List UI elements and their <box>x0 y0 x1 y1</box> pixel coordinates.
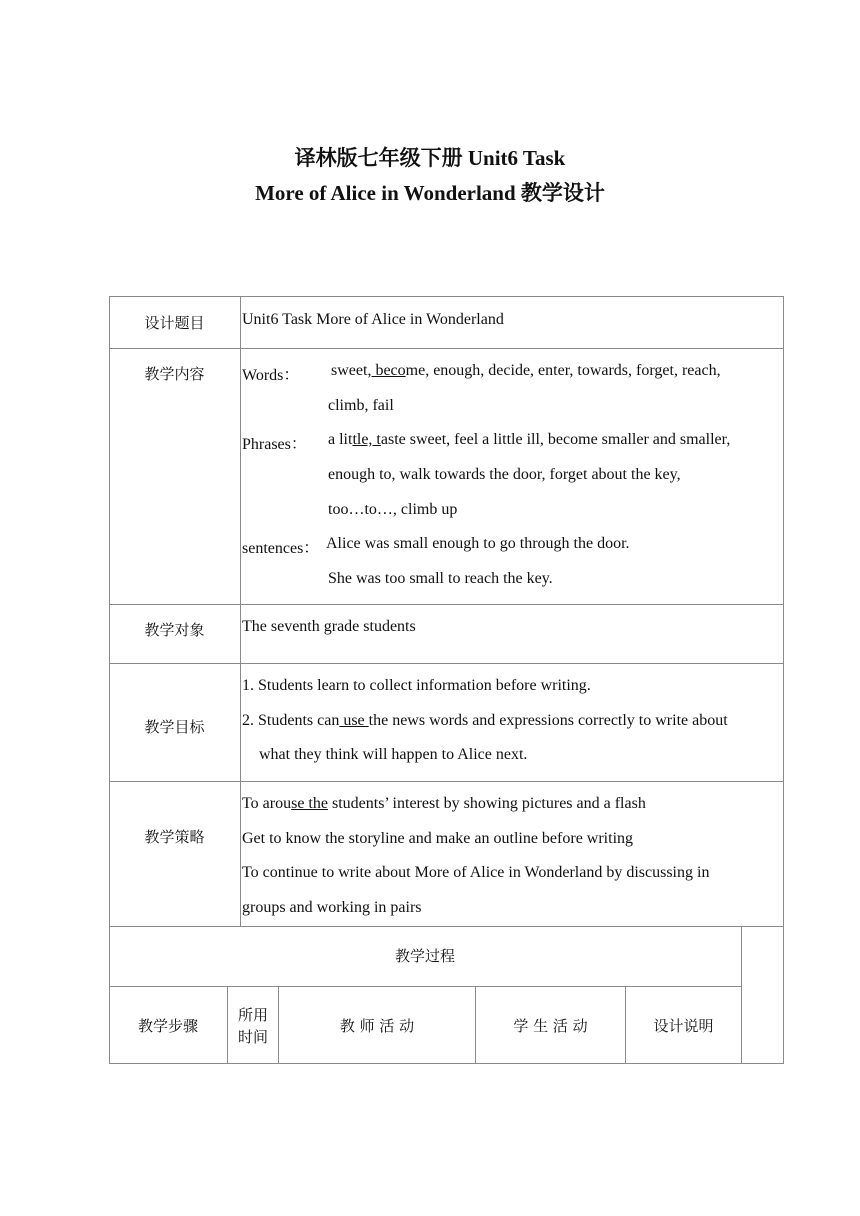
strategy-1: To arouse the students’ interest by showing pictures and a flash <box>242 795 646 812</box>
label-content: 教学内容 <box>144 365 205 383</box>
process-header: 教学过程 <box>394 947 455 965</box>
process-outer-right-border <box>783 926 784 1064</box>
document-title-line-1: 译林版七年级下册 Unit6 Task <box>294 146 566 170</box>
sentences-line-1: Alice was small enough to go through the door. <box>326 535 630 552</box>
words-line-2: climb, fail <box>328 397 394 414</box>
row-strategy <box>109 781 784 926</box>
col-steps-header: 教学步骤 <box>137 1017 198 1035</box>
phrases-line-1: a little, taste sweet, feel a little ill, become smaller and smaller, <box>328 431 731 448</box>
col-teacher-header: 教 师 活 动 <box>339 1017 415 1035</box>
strategy-3-continued: groups and working in pairs <box>242 899 422 916</box>
col-time-header: 所用 时间 <box>237 1006 268 1046</box>
sentences-label: sentences： <box>242 540 320 557</box>
label-strategy: 教学策略 <box>144 828 205 846</box>
row-objectives <box>109 663 784 781</box>
strategy-2: Get to know the storyline and make an outline before writing <box>242 830 634 847</box>
phrases-label: Phrases： <box>242 436 307 453</box>
objective-2: 2. Students can use the news words and expressions correctly to write about <box>242 712 728 729</box>
row-audience <box>109 604 784 663</box>
row-content <box>109 348 784 604</box>
objective-2-continued: what they think will happen to Alice next. <box>259 746 528 763</box>
objective-1: 1. Students learn to collect information before writing. <box>242 677 591 694</box>
label-topic: 设计题目 <box>144 314 205 332</box>
phrases-line-3: too…to…, climb up <box>328 501 458 518</box>
row-divider <box>109 986 741 987</box>
label-audience: 教学对象 <box>144 621 205 639</box>
value-audience: The seventh grade students <box>242 618 416 635</box>
row-divider <box>109 926 784 927</box>
phrases-line-2: enough to, walk towards the door, forget about the key, <box>328 466 681 483</box>
col-notes-header: 设计说明 <box>653 1017 714 1035</box>
process-inner-right-border <box>741 926 742 1064</box>
row-topic <box>109 296 784 348</box>
document-title-line-2: More of Alice in Wonderland 教学设计 <box>255 181 605 205</box>
sentences-line-2: She was too small to reach the key. <box>328 570 553 587</box>
col-student-header: 学 生 活 动 <box>513 1017 588 1035</box>
label-objectives: 教学目标 <box>144 718 205 736</box>
strategy-3: To continue to write about More of Alice in Wonderland by discussing in <box>242 864 710 881</box>
value-topic: Unit6 Task More of Alice in Wonderland <box>242 311 504 328</box>
words-line-1: sweet, become, enough, decide, enter, towards, forget, reach, <box>331 362 721 379</box>
words-label: Words： <box>242 367 300 384</box>
table-bottom-border <box>109 1063 784 1064</box>
